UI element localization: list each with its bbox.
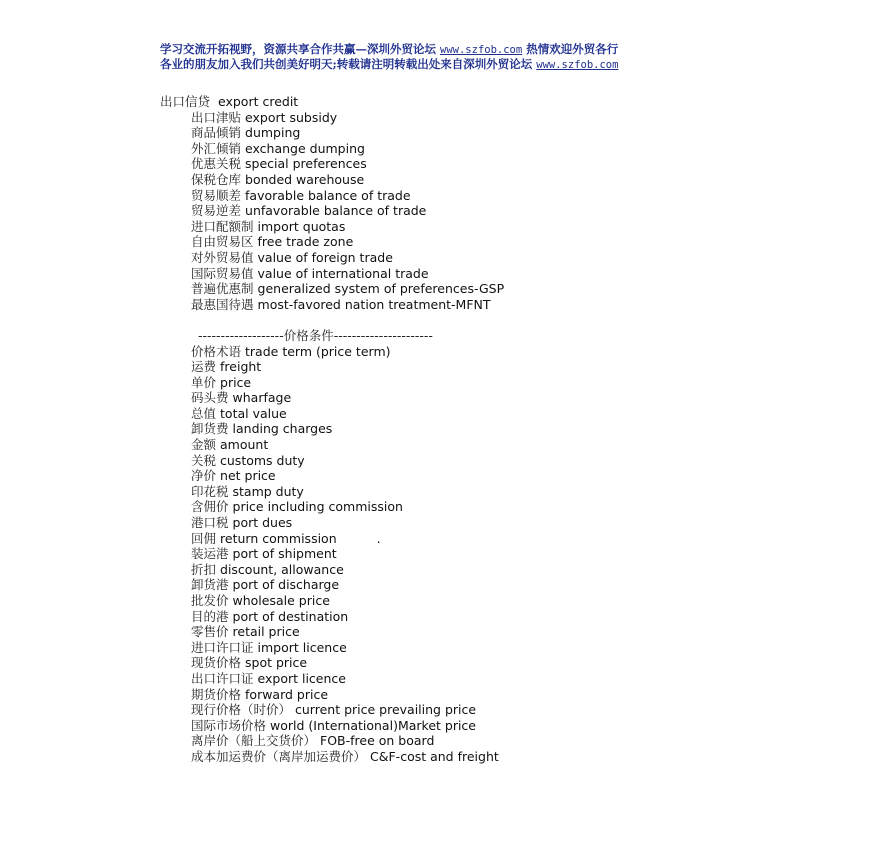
- term-zh: 金额: [191, 437, 217, 453]
- term-row: [160, 484, 504, 500]
- term-zh: 进口许口证: [191, 639, 254, 655]
- term-en: C&F-cost and freight: [370, 748, 499, 764]
- term-row: [160, 125, 504, 141]
- term-row: [160, 375, 504, 391]
- term-en: discount, allowance: [220, 561, 344, 577]
- term-zh: 期货价格: [191, 686, 242, 702]
- term-zh: 对外贸易值: [191, 249, 254, 265]
- term-en: import quotas: [257, 218, 346, 234]
- term-en: dumping: [245, 125, 301, 141]
- term-en: special preferences: [245, 156, 367, 172]
- stray-mark: .: [376, 530, 381, 546]
- term-zh: 贸易顺差: [191, 187, 242, 203]
- term-zh: 含佣价: [191, 499, 229, 515]
- term-en: price: [220, 374, 252, 390]
- term-row: [160, 219, 504, 235]
- term-zh: 进口配额制: [191, 218, 254, 234]
- term-en: favorable balance of trade: [245, 187, 411, 203]
- term-row: [160, 250, 504, 266]
- term-row: [160, 593, 504, 609]
- term-zh: 国际贸易值: [191, 265, 254, 281]
- term-row: [160, 156, 504, 172]
- glossary-content: [160, 94, 504, 765]
- term-zh: 外汇倾销: [191, 140, 242, 156]
- term-row: [160, 359, 504, 375]
- term-row: [160, 468, 504, 484]
- term-zh: 卸货费: [191, 421, 229, 437]
- term-en: trade term (price term): [245, 343, 391, 359]
- term-row: [160, 749, 504, 765]
- term-row: [160, 437, 504, 453]
- term-zh: 总值: [191, 405, 217, 421]
- term-en: return commission: [220, 530, 337, 546]
- page-header: [160, 42, 760, 72]
- term-zh: 港口税: [191, 515, 229, 531]
- term-zh: 折扣: [191, 561, 217, 577]
- term-row: [160, 687, 504, 703]
- term-en: price including commission: [232, 499, 403, 515]
- term-en: spot price: [245, 655, 308, 671]
- term-en: wharfage: [232, 390, 292, 406]
- term-row: [160, 281, 504, 297]
- term-zh: 关税: [191, 452, 217, 468]
- term-row: [160, 515, 504, 531]
- term-zh: 零售价: [191, 624, 229, 640]
- term-zh: 国际市场价格: [191, 717, 267, 733]
- term-en: bonded warehouse: [245, 171, 365, 187]
- term-en: retail price: [232, 624, 300, 640]
- term-en: port of discharge: [232, 577, 340, 593]
- term-zh: 最惠国待遇: [191, 296, 254, 312]
- term-en: total value: [220, 405, 287, 421]
- term-row: [160, 671, 504, 687]
- term-en: net price: [220, 468, 276, 484]
- term-row: [160, 406, 504, 422]
- term-en: exchange dumping: [245, 140, 365, 156]
- term-row: [160, 499, 504, 515]
- term-zh: 现行价格（时价）: [191, 702, 292, 718]
- term-zh: 单价: [191, 374, 217, 390]
- term-zh: 目的港: [191, 608, 229, 624]
- term-zh: 价格术语: [191, 343, 242, 359]
- section1-list: [160, 110, 504, 313]
- term-row: [160, 344, 504, 360]
- term-en: stamp duty: [232, 483, 304, 499]
- term-en: port of destination: [232, 608, 349, 624]
- term-en: most-favored nation treatment-MFNT: [257, 296, 491, 312]
- term-row: [160, 188, 504, 204]
- term-en: value of foreign trade: [257, 249, 393, 265]
- term-row: [160, 577, 504, 593]
- term-row: [160, 421, 504, 437]
- term-zh: 出口津贴: [191, 109, 242, 125]
- term-en: unfavorable balance of trade: [245, 203, 427, 219]
- price-terms-divider: -------------------价格条件----------------------: [198, 327, 433, 343]
- term-en: forward price: [245, 686, 329, 702]
- term-row: [160, 453, 504, 469]
- header-text-2: 各业的朋友加入我们共创美好明天;转载请注明转载出处来自深圳外贸论坛: [160, 57, 533, 71]
- term-en: port of shipment: [232, 546, 337, 562]
- term-zh: 自由贸易区: [191, 234, 254, 250]
- term-row: [160, 266, 504, 282]
- term-zh: 优惠关税: [191, 156, 242, 172]
- term-zh: 批发价: [191, 593, 229, 608]
- term-zh: 印花税: [191, 483, 229, 499]
- term-en: landing charges: [232, 421, 333, 437]
- term-en: freight: [220, 359, 262, 375]
- term-en: export subsidy: [245, 109, 338, 125]
- term-row: [160, 234, 504, 250]
- term-en: FOB-free on board: [320, 733, 435, 749]
- term-zh: 码头费: [191, 390, 229, 406]
- term-en: free trade zone: [257, 234, 354, 250]
- term-zh: 保税仓库: [191, 171, 242, 187]
- term-zh: 回佣: [191, 530, 217, 546]
- section-title: [160, 94, 504, 110]
- term-row: [160, 172, 504, 188]
- term-zh: 现货价格: [191, 655, 242, 671]
- term-row: [160, 297, 504, 313]
- term-zh: 装运港: [191, 546, 229, 562]
- header-line-2: [160, 57, 760, 72]
- term-en: world (International)Market price: [270, 717, 476, 733]
- term-en: export licence: [257, 670, 346, 686]
- header-text-1: 学习交流开拓视野，资源共享合作共赢—深圳外贸论坛: [160, 42, 436, 56]
- term-en: amount: [220, 437, 269, 453]
- term-zh: 成本加运费价（离岸加运费价）: [191, 748, 367, 764]
- header-line-1: [160, 42, 760, 57]
- term-zh: 净价: [191, 468, 217, 484]
- term-en: customs duty: [220, 452, 305, 468]
- term-row: [160, 718, 504, 734]
- term-zh: 卸货港: [191, 577, 229, 593]
- term-zh: 运费: [191, 359, 217, 375]
- term-row: [160, 562, 504, 578]
- term-zh: 离岸价（船上交货价）: [191, 733, 317, 749]
- term-en: value of international trade: [257, 265, 429, 281]
- header-tail-1: 热情欢迎外贸各行: [526, 42, 619, 56]
- term-row: [160, 624, 504, 640]
- forum-link-1[interactable]: www.szfob.com: [440, 44, 523, 56]
- term-zh: 普遍优惠制: [191, 281, 254, 297]
- term-row: [160, 655, 504, 671]
- term-en: current price prevailing price: [295, 702, 477, 718]
- term-row: [160, 110, 504, 126]
- term-en: generalized system of preferences-GSP: [257, 281, 505, 297]
- term-row: [160, 546, 504, 562]
- term-row: [160, 390, 504, 406]
- term-row: [160, 609, 504, 625]
- term-row: [160, 141, 504, 157]
- spacer: [160, 312, 504, 328]
- term-row: [160, 640, 504, 656]
- term-en: port dues: [232, 515, 293, 531]
- term-row: [160, 203, 504, 219]
- term-zh: 出口许口证: [191, 670, 254, 686]
- term-zh: 贸易逆差: [191, 203, 242, 219]
- term-en: import licence: [257, 639, 347, 655]
- section-title-en: export credit: [218, 94, 299, 109]
- term-row: [160, 702, 504, 718]
- term-zh: 商品倾销: [191, 125, 242, 141]
- term-en: wholesale price: [232, 593, 330, 608]
- section2-list: [160, 344, 504, 765]
- section-title-zh: 出口信贷: [160, 94, 211, 109]
- term-row: [160, 531, 504, 547]
- term-row: [160, 733, 504, 749]
- forum-link-2[interactable]: www.szfob.com: [536, 59, 619, 71]
